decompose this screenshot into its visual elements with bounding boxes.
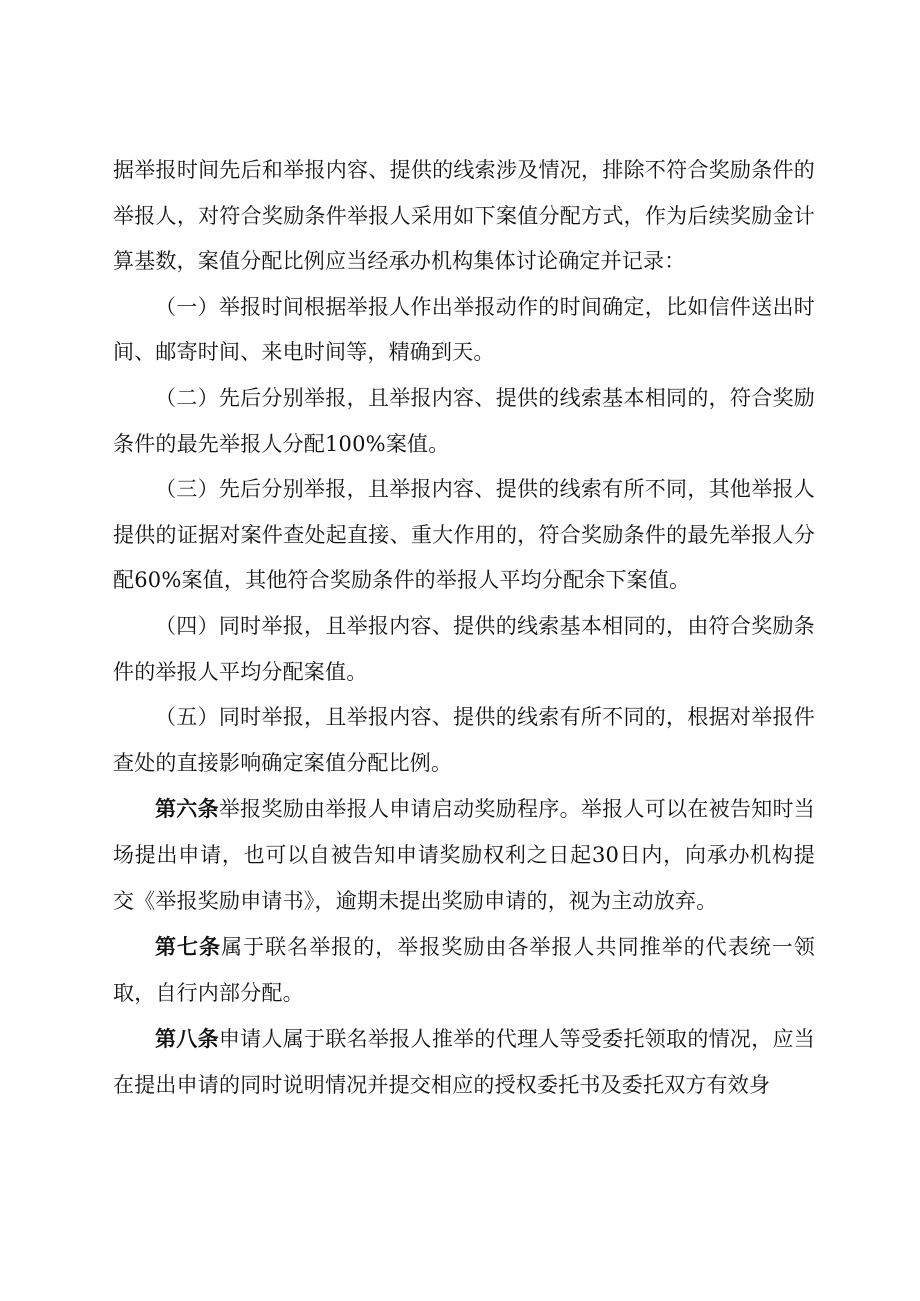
paragraph-text: 申请人属于联名举报人推举的代理人等受委托领取的情况，应当在提出申请的同时说明情况并提交相应的授权委托书及委托双方有效身 bbox=[113, 1027, 815, 1097]
paragraph-text: 举报奖励由举报人申请启动奖励程序。举报人可以在被告知时当场提出申请，也可以自被告知申请奖励权利之日起30日内，向承办机构提交《举报奖励申请书》，逾期未提出奖励申请的，视为主动放弃。 bbox=[113, 797, 815, 913]
paragraph-text: （五）同时举报，且举报内容、提供的线索有所不同的，根据对举报件查处的直接影响确定案值分配比例。 bbox=[113, 705, 815, 775]
article-heading: 第六条 bbox=[155, 796, 219, 822]
clause-item-1 bbox=[113, 285, 815, 376]
article-7 bbox=[113, 924, 815, 1016]
article-8 bbox=[113, 1016, 815, 1108]
article-heading: 第八条 bbox=[155, 1026, 219, 1052]
article-heading: 第七条 bbox=[155, 934, 222, 960]
article-6 bbox=[113, 786, 815, 924]
paragraph-text: （四）同时举报，且举报内容、提供的线索基本相同的，由符合奖励条件的举报人平均分配案值。 bbox=[113, 613, 815, 684]
paragraph-text: 属于联名举报的，举报奖励由各举报人共同推举的代表统一领取，自行内部分配。 bbox=[113, 935, 815, 1005]
paragraph-text: 据举报时间先后和举报内容、提供的线索涉及情况，排除不符合奖励条件的举报人，对符合奖励条件举报人采用如下案值分配方式，作为后续奖励金计算基数，案值分配比例应当经承办机构集体讨论确定并记录： bbox=[113, 158, 815, 274]
paragraph-continuation bbox=[113, 148, 815, 285]
clause-item-2 bbox=[113, 376, 815, 467]
clause-item-4 bbox=[113, 604, 815, 695]
paragraph-text: （一）举报时间根据举报人作出举报动作的时间确定，比如信件送出时间、邮寄时间、来电时间等，精确到天。 bbox=[113, 294, 815, 365]
document-body bbox=[113, 148, 815, 1108]
clause-item-3 bbox=[113, 467, 815, 604]
paragraph-text: （三）先后分别举报，且举报内容、提供的线索有所不同，其他举报人提供的证据对案件查处起直接、重大作用的，符合奖励条件的最先举报人分配60%案值，其他符合奖励条件的举报人平均分配余下案值。 bbox=[113, 477, 815, 593]
paragraph-text: （二）先后分别举报，且举报内容、提供的线索基本相同的，符合奖励条件的最先举报人分配100%案值。 bbox=[113, 385, 815, 456]
clause-item-5 bbox=[113, 695, 815, 786]
